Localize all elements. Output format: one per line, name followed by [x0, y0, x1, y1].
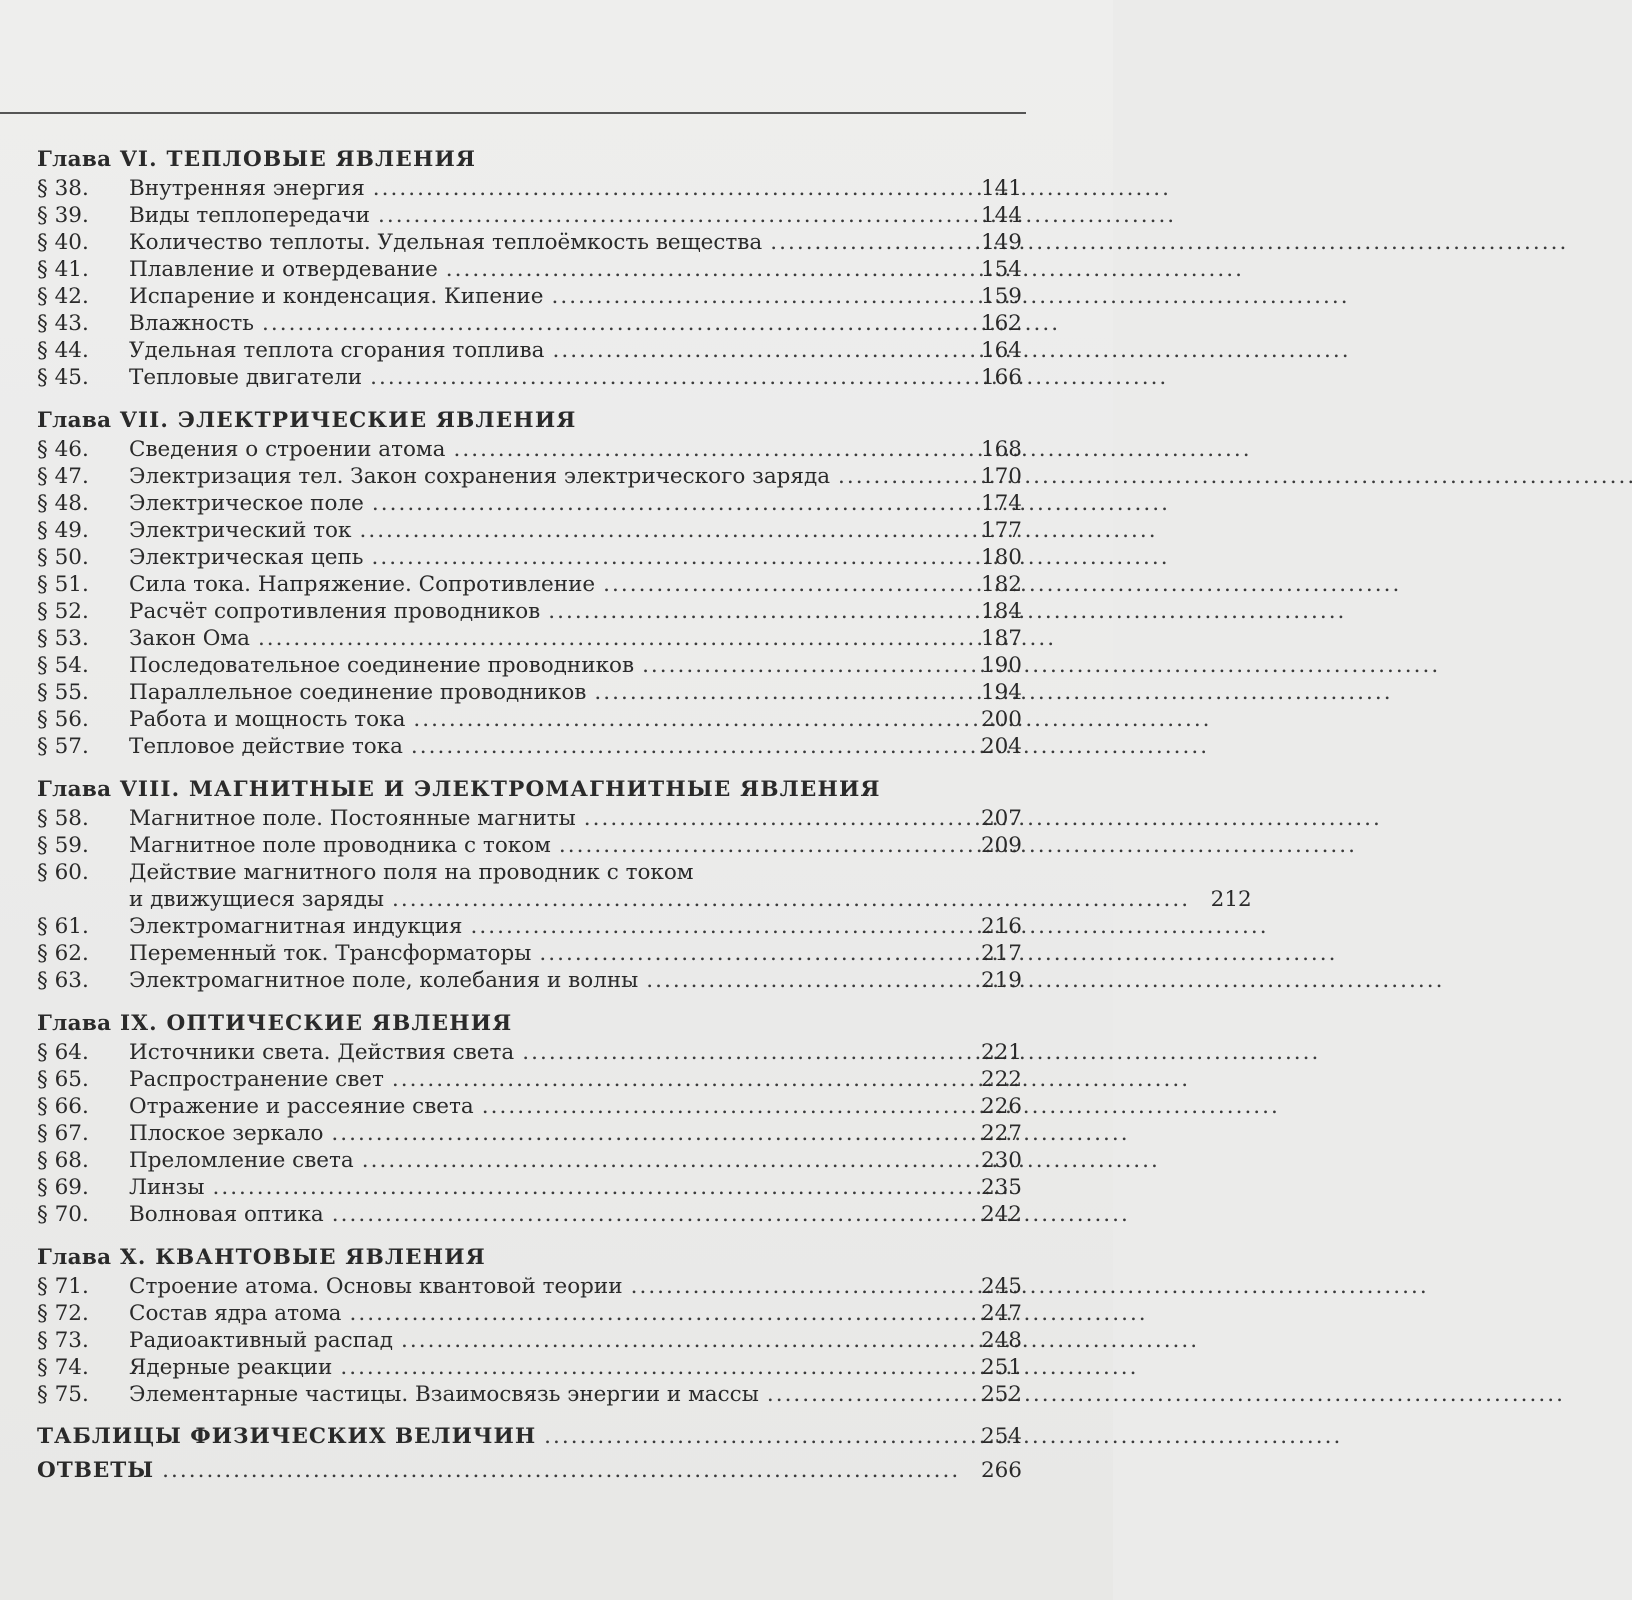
chapter-section [37, 1009, 1022, 1228]
section-number: § 61. [37, 914, 89, 939]
dot-leader [522, 1039, 956, 1066]
section-number: § 43. [37, 311, 89, 336]
section-title: Линзы [129, 1175, 205, 1200]
section-title: Электрический ток [129, 518, 352, 543]
page-number: 217 [980, 941, 1022, 966]
section-title: Испарение и конденсация. Кипение [129, 284, 544, 309]
section-title: Плоское зеркало [129, 1121, 324, 1146]
page-number: 166 [980, 365, 1022, 390]
dot-leader [370, 364, 956, 391]
toc-entry [37, 1039, 1022, 1066]
page-number: 247 [980, 1301, 1022, 1326]
toc-entry [37, 1300, 1022, 1327]
section-title: Последовательное соединение проводников [129, 653, 635, 678]
dot-leader [539, 940, 956, 967]
section-number: § 40. [37, 230, 89, 255]
chapter-section [37, 1243, 1022, 1408]
section-number: § 57. [37, 734, 89, 759]
section-number: § 48. [37, 491, 89, 516]
section-number: § 62. [37, 941, 89, 966]
dot-leader [767, 1381, 956, 1408]
page-number: 204 [980, 734, 1022, 759]
page-number: 154 [980, 257, 1022, 282]
dot-leader [332, 1201, 956, 1228]
page-number: 174 [980, 491, 1022, 516]
toc-entry [37, 940, 1022, 967]
page-number: 252 [980, 1382, 1022, 1407]
section-number: § 45. [37, 365, 89, 390]
chapter-section [37, 775, 1252, 994]
section-title: Виды теплопередачи [129, 203, 371, 228]
section-title-continued: и движущиеся заряды [129, 887, 384, 912]
toc-entry [37, 1354, 1022, 1381]
chapter-heading [37, 1009, 1022, 1039]
toc-entry [37, 652, 1022, 679]
toc-entry [37, 571, 1022, 598]
dot-leader [631, 1273, 956, 1300]
dot-leader [359, 517, 956, 544]
toc-entry [37, 283, 1022, 310]
page-number: 235 [980, 1175, 1022, 1200]
page-number: 242 [980, 1202, 1022, 1227]
dot-leader [411, 733, 956, 760]
toc-entry [37, 1093, 1022, 1120]
page-number: 200 [980, 707, 1022, 732]
page-number: 219 [980, 968, 1022, 993]
page-number: 187 [980, 626, 1022, 651]
section-title: Расчёт сопротивления проводников [129, 599, 541, 624]
section-title: Удельная теплота сгорания топлива [129, 338, 545, 363]
section-title: Параллельное соединение проводников [129, 680, 587, 705]
dot-leader [262, 310, 956, 337]
section-title: Влажность [129, 311, 254, 336]
page-number: 222 [980, 1067, 1022, 1092]
chapter-prefix: Глава [37, 1011, 112, 1036]
section-number: § 52. [37, 599, 89, 624]
appendix-list [37, 1420, 1022, 1488]
dot-leader [362, 1147, 956, 1174]
section-number: § 65. [37, 1067, 89, 1092]
section-title: Магнитное поле. Постоянные магниты [129, 806, 576, 831]
dot-leader [552, 337, 956, 364]
page-number: 182 [980, 572, 1022, 597]
section-title: Переменный ток. Трансформаторы [129, 941, 532, 966]
page-number: 254 [980, 1424, 1022, 1449]
page-number: 168 [980, 437, 1022, 462]
section-number: § 67. [37, 1121, 89, 1146]
section-number: § 46. [37, 437, 89, 462]
section-number: § 51. [37, 572, 89, 597]
section-title: Состав ядра атома [129, 1301, 342, 1326]
dot-leader [548, 598, 956, 625]
dot-leader [340, 1354, 956, 1381]
section-number: § 55. [37, 680, 89, 705]
section-title: Внутренняя энергия [129, 176, 365, 201]
section-number: § 74. [37, 1355, 89, 1380]
page-number: 245 [980, 1274, 1022, 1299]
toc-entry [37, 202, 1022, 229]
toc-entry [37, 832, 1022, 859]
section-title: Строение атома. Основы квантовой теории [129, 1274, 623, 1299]
dot-leader [212, 1174, 956, 1201]
section-number: § 42. [37, 284, 89, 309]
dot-leader [331, 1120, 956, 1147]
section-number: § 72. [37, 1301, 89, 1326]
section-number: § 69. [37, 1175, 89, 1200]
page-number: 144 [980, 203, 1022, 228]
dot-leader [371, 544, 956, 571]
section-number: § 63. [37, 968, 89, 993]
section-title: Электризация тел. Закон сохранения электрического заряда [129, 464, 831, 489]
section-title: Сведения о строении атома [129, 437, 446, 462]
dot-leader [770, 229, 956, 256]
dot-leader [162, 1454, 956, 1488]
toc-entry [37, 913, 1022, 940]
dot-leader [544, 1420, 956, 1454]
toc-entry [37, 517, 1022, 544]
section-title: Действие магнитного поля на проводник с током [129, 860, 694, 885]
chapter-title: IX. ОПТИЧЕСКИЕ ЯВЛЕНИЯ [120, 1011, 513, 1036]
chapter-prefix: Глава [37, 408, 112, 433]
section-number: § 41. [37, 257, 89, 282]
dot-leader [642, 652, 956, 679]
toc-entry [37, 1174, 1022, 1201]
appendix-entry [37, 1454, 1022, 1488]
appendix-entry [37, 1420, 1022, 1454]
table-of-contents [37, 145, 1252, 1488]
chapter-heading [37, 1243, 1022, 1273]
toc-entry [37, 229, 1022, 256]
dot-leader [453, 436, 956, 463]
section-title: Электромагнитная индукция [129, 914, 463, 939]
page-number: 162 [980, 311, 1022, 336]
page-number: 180 [980, 545, 1022, 570]
page-number: 212 [1210, 887, 1252, 912]
section-number: § 54. [37, 653, 89, 678]
section-title: Радиоактивный распад [129, 1328, 393, 1353]
chapter-prefix: Глава [37, 147, 112, 172]
dot-leader [372, 490, 956, 517]
toc-entry [37, 598, 1022, 625]
toc-entry [37, 859, 1252, 913]
section-number: § 71. [37, 1274, 89, 1299]
page-number: 207 [980, 806, 1022, 831]
page-number: 230 [980, 1148, 1022, 1173]
section-title: Плавление и отвердевание [129, 257, 438, 282]
section-number: § 66. [37, 1094, 89, 1119]
section-title: Элементарные частицы. Взаимосвязь энергии и массы [129, 1382, 759, 1407]
page-number: 248 [980, 1328, 1022, 1353]
page-number: 266 [980, 1458, 1022, 1483]
section-number: § 47. [37, 464, 89, 489]
section-number: § 49. [37, 518, 89, 543]
dot-leader [378, 202, 956, 229]
page-number: 159 [980, 284, 1022, 309]
toc-entry [37, 544, 1022, 571]
toc-entry [37, 679, 1022, 706]
section-title: Работа и мощность тока [129, 707, 406, 732]
page-number: 216 [980, 914, 1022, 939]
toc-entry [37, 1066, 1022, 1093]
section-title: Ядерные реакции [129, 1355, 333, 1380]
section-number: § 73. [37, 1328, 89, 1353]
chapter-title: VI. ТЕПЛОВЫЕ ЯВЛЕНИЯ [120, 147, 477, 172]
section-title: Источники света. Действия света [129, 1040, 515, 1065]
dot-leader [392, 1066, 956, 1093]
section-title: Электромагнитное поле, колебания и волны [129, 968, 639, 993]
toc-entry [37, 1147, 1022, 1174]
section-number: § 50. [37, 545, 89, 570]
dot-leader [646, 967, 956, 994]
section-title: Магнитное поле проводника с током [129, 833, 551, 858]
toc-entry [37, 706, 1022, 733]
dot-leader [584, 805, 956, 832]
dot-leader [559, 832, 956, 859]
appendix-title: ТАБЛИЦЫ ФИЗИЧЕСКИХ ВЕЛИЧИН [37, 1424, 537, 1449]
page-number: 170 [980, 464, 1022, 489]
section-number: § 56. [37, 707, 89, 732]
toc-entry [37, 1120, 1022, 1147]
section-number: § 68. [37, 1148, 89, 1173]
section-number: § 38. [37, 176, 89, 201]
dot-leader [838, 463, 956, 490]
chapter-prefix: Глава [37, 777, 112, 802]
dot-leader [392, 886, 1186, 913]
section-number: § 64. [37, 1040, 89, 1065]
section-title: Распространение свет [129, 1067, 384, 1092]
chapter-title: X. КВАНТОВЫЕ ЯВЛЕНИЯ [120, 1245, 486, 1270]
toc-entry [37, 733, 1022, 760]
section-number: § 44. [37, 338, 89, 363]
section-title: Электрическое поле [129, 491, 364, 516]
toc-entry [37, 625, 1022, 652]
section-title: Закон Ома [129, 626, 250, 651]
appendix-title: ОТВЕТЫ [37, 1458, 155, 1483]
toc-entry [37, 1273, 1022, 1300]
chapter-section [37, 145, 1022, 391]
page-number: 227 [980, 1121, 1022, 1146]
toc-entry [37, 337, 1022, 364]
dot-leader [258, 625, 956, 652]
toc-entry [37, 490, 1022, 517]
dot-leader [594, 679, 956, 706]
dot-leader [446, 256, 956, 283]
section-title: Электрическая цепь [129, 545, 364, 570]
page-number: 251 [980, 1355, 1022, 1380]
section-title: Волновая оптика [129, 1202, 324, 1227]
toc-entry [37, 805, 1022, 832]
toc-entry [37, 463, 1022, 490]
section-number: § 53. [37, 626, 89, 651]
page-number: 184 [980, 599, 1022, 624]
toc-entry [37, 1381, 1022, 1408]
toc-entry [37, 1327, 1022, 1354]
section-number: § 60. [37, 860, 89, 885]
section-number: § 59. [37, 833, 89, 858]
toc-entry [37, 256, 1022, 283]
page-number: 221 [980, 1040, 1022, 1065]
section-number: § 70. [37, 1202, 89, 1227]
section-title: Тепловые двигатели [129, 365, 363, 390]
section-title: Преломление света [129, 1148, 354, 1173]
toc-entry [37, 967, 1022, 994]
section-title: Тепловое действие тока [129, 734, 403, 759]
page-number: 149 [980, 230, 1022, 255]
chapter-prefix: Глава [37, 1245, 112, 1270]
section-title: Сила тока. Напряжение. Сопротивление [129, 572, 596, 597]
toc-entry [37, 364, 1022, 391]
section-number: § 39. [37, 203, 89, 228]
toc-entry [37, 175, 1022, 202]
section-title: Отражение и рассеяние света [129, 1094, 474, 1119]
section-number: § 75. [37, 1382, 89, 1407]
page-number: 164 [980, 338, 1022, 363]
page-number: 177 [980, 518, 1022, 543]
page-number: 226 [980, 1094, 1022, 1119]
dot-leader [401, 1327, 956, 1354]
chapter-title: VIII. МАГНИТНЫЕ И ЭЛЕКТРОМАГНИТНЫЕ ЯВЛЕНИЯ [120, 777, 881, 802]
page-number: 209 [980, 833, 1022, 858]
chapter-section [37, 406, 1022, 760]
dot-leader [413, 706, 956, 733]
section-number: § 58. [37, 806, 89, 831]
page-number: 190 [980, 653, 1022, 678]
page-number: 141 [980, 176, 1022, 201]
chapter-heading [37, 775, 1022, 805]
page-number: 194 [980, 680, 1022, 705]
toc-entry [37, 310, 1022, 337]
dot-leader [373, 175, 956, 202]
chapter-heading [37, 145, 1022, 175]
chapter-heading [37, 406, 1022, 436]
dot-leader [470, 913, 956, 940]
chapter-title: VII. ЭЛЕКТРИЧЕСКИЕ ЯВЛЕНИЯ [120, 408, 577, 433]
top-rule [0, 112, 1026, 114]
dot-leader [551, 283, 956, 310]
toc-entry [37, 436, 1022, 463]
toc-entry [37, 1201, 1022, 1228]
dot-leader [350, 1300, 956, 1327]
dot-leader [482, 1093, 956, 1120]
section-title: Количество теплоты. Удельная теплоёмкость вещества [129, 230, 763, 255]
dot-leader [603, 571, 956, 598]
